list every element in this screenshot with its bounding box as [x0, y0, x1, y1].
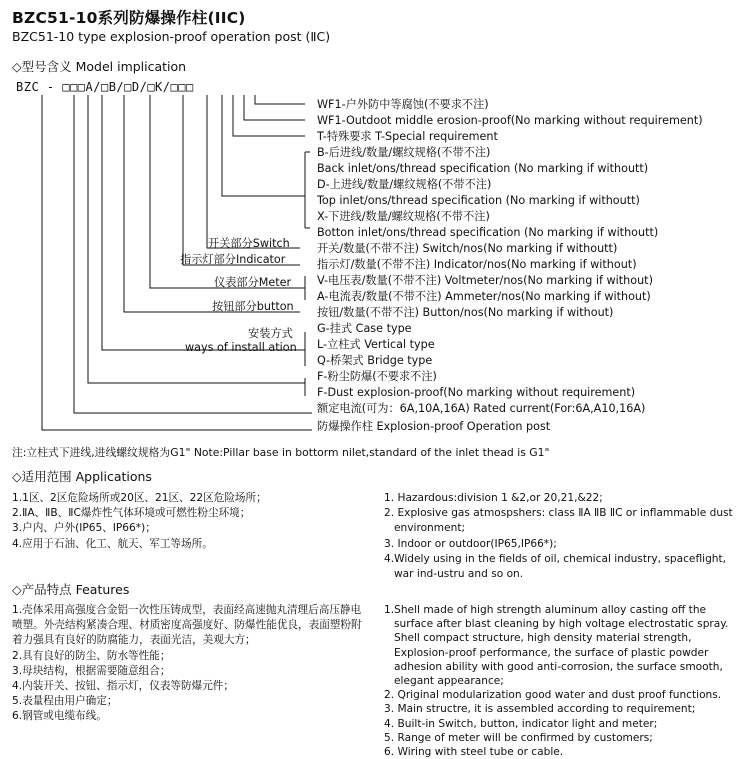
- model-desc-back-cn: B-后进线/数量/螺纹规格(不带不注): [317, 146, 491, 159]
- label-install-cn: 安装方式: [248, 327, 293, 340]
- list-item: 5.表量程由用户确定；: [12, 695, 118, 708]
- list-item: 1. Hazardous:division 1 &2,or 20,21,&22;: [384, 492, 603, 504]
- model-desc-case: G-挂式 Case type: [317, 322, 412, 335]
- model-desc-bottom-en: Botton inlet/ons/thread specification (No marking if withoutt): [317, 226, 659, 239]
- list-item: 1.1区、2区危险场所或20区、21区、22区危险场所；: [12, 492, 267, 504]
- label-switch: 开关部分Switch: [208, 237, 290, 250]
- list-item: 3.母块结构，根据需要随意组合；: [12, 664, 171, 677]
- list-item: 3. Main structre, it is assembled according to requirement;: [384, 703, 696, 716]
- list-item: 6. Wiring with steel tube or cable.: [384, 746, 564, 759]
- list-item: 3.户内、户外(IP65、IP66*)；: [12, 522, 156, 535]
- model-desc-wf1-en: WF1-Outdoot middle erosion-proof(No marking without requirement): [317, 114, 703, 127]
- list-item: 3. Indoor or outdoor(IP65,IP66*);: [384, 537, 557, 550]
- label-install-en: ways of install ation: [185, 341, 297, 354]
- model-desc-bottom-cn: X-下进线/数量/螺纹规格(不带不注): [317, 210, 490, 223]
- model-desc-special: T-特殊要求 T-Special requirement: [317, 130, 498, 143]
- model-desc-operation-post: 防爆操作柱 Explosion-proof Operation post: [317, 420, 551, 433]
- features-cn-list: [12, 603, 367, 725]
- model-desc-rated-current: 额定电流(可为：6A,10A,16A) Rated current(For:6A,A10,16A): [317, 402, 646, 415]
- label-meter: 仪表部分Meter: [214, 276, 292, 289]
- list-item: 4. Built-in Switch, button, indicator light and meter;: [384, 717, 658, 730]
- model-desc-bridge: Q-桥架式 Bridge type: [317, 354, 433, 367]
- model-desc-dust-cn: F-粉尘防爆(不要求不注): [317, 370, 437, 383]
- list-item: 2.ⅡA、ⅡB、ⅡC爆炸性气体环境或可燃性粉尘环境；: [12, 507, 251, 520]
- list-item: 2. Explosive gas atmospshers: class ⅡA ⅡB ⅡC or inflammable dust environment;: [384, 507, 733, 535]
- list-item: 2. Qriginal modularization good water and dust proof functions.: [384, 689, 722, 702]
- list-item: 4.内装开关、按钮、指示灯，仪表等防爆元件；: [12, 680, 234, 693]
- label-button: 按钮部分button: [212, 300, 294, 313]
- model-note: 注:立柱式下进线,进线螺纹规格为G1" Note:Pillar base in bottorm nilet,standard of the inlet thead is G1": [12, 446, 550, 459]
- model-desc-vertical: L-立柱式 Vertical type: [317, 338, 435, 351]
- applications-en-list: [384, 491, 744, 582]
- list-item: 2.具有良好的防尘、防水等性能；: [12, 649, 171, 662]
- model-desc-ammeter: A-电流表/数量(不带不注) Ammeter/nos(No marking if without): [317, 290, 651, 303]
- model-desc-switch: 开关/数量(不带不注) Switch/nos(No marking if withoutt): [317, 242, 618, 255]
- features-en-list: [384, 603, 744, 759]
- model-desc-top-cn: D-上进线/数量/螺纹规格(不带不注): [317, 178, 492, 191]
- model-desc-voltmeter: V-电压表/数量(不带不注) Voltmeter/nos(No marking if without): [317, 274, 653, 287]
- model-desc-indicator: 指示灯/数量(不带不注) Indicator/nos(No marking if without): [317, 258, 637, 271]
- model-desc-dust-en: F-Dust explosion-proof(No marking without requirement): [317, 386, 636, 399]
- model-desc-back-en: Back inlet/ons/thread specification (No marking if withoutt): [317, 162, 649, 175]
- list-item: 1.Shell made of high strength aluminum alloy casting off the surface after blast cleaning by high voltage electrostatic spray. Shell compact structure, high density material strength, Explosion-proof performance, the surface of plastic powder adhesion ability with good anti-corrosion, the surface smooth, elegant appearance;: [384, 604, 729, 688]
- page-subtitle: BZC51-10 type explosion-proof operation post (ⅡC): [12, 29, 331, 44]
- model-heading: ◇型号含义 Model implication: [12, 59, 187, 74]
- list-item: 4.Widely using in the fields of oil, chemical industry, spaceflight, war ind-ustru and so on.: [384, 552, 727, 581]
- page-title: BZC51-10系列防爆操作柱(IIC): [12, 9, 246, 27]
- applications-cn-list: [12, 491, 372, 552]
- model-desc-top-en: Top inlet/ons/thread specification (No marking if withoutt): [317, 194, 640, 207]
- model-desc-button: 按钮/数量(不带不注) Button/nos(No marking if without): [317, 306, 614, 319]
- list-item: 1.壳体采用高强度合金铝一次性压铸成型，表面经高速抛丸清理后高压静电喷塑。外壳结构紧凑合理、材质密度高强度好、防爆性能优良，表面塑粉附着力强具有良好的防腐能力，表面光洁，美观大方；: [12, 604, 362, 647]
- list-item: 4.应用于石油、化工、航天、军工等场所。: [12, 537, 213, 550]
- applications-heading: ◇适用范围 Applications: [12, 469, 152, 484]
- features-heading: ◇产品特点 Features: [12, 582, 130, 597]
- model-code: BZC - □□□A/□B/□D/□K/□□□: [16, 80, 194, 94]
- label-indicator: 指示灯部分Indicator: [180, 253, 286, 266]
- model-desc-wf1-cn: WF1-户外防中等腐蚀(不要求不注): [317, 98, 489, 111]
- list-item: 5. Range of meter will be confirmed by customers;: [384, 731, 653, 744]
- list-item: 6.钢管或电缆布线。: [12, 710, 107, 723]
